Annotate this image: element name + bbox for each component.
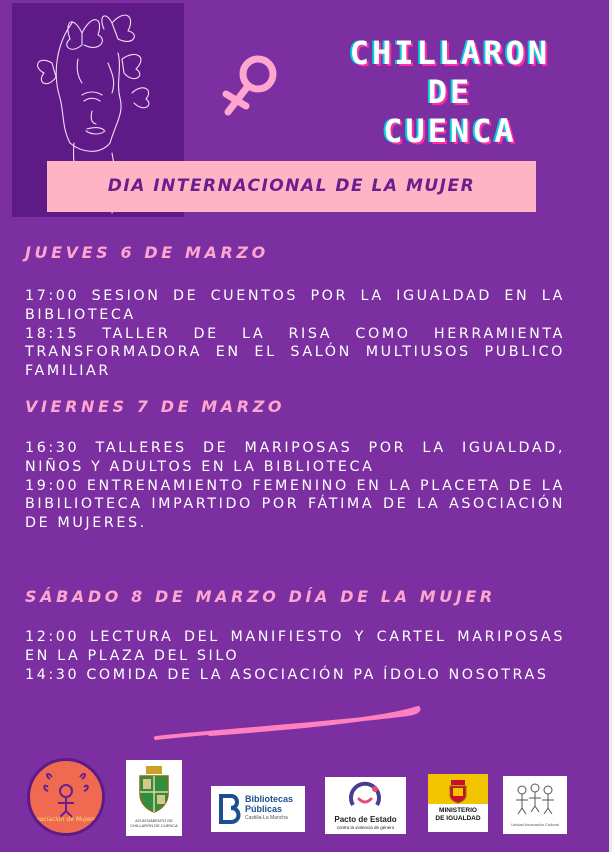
bibliotecas-line-1: Bibliotecas (245, 794, 294, 804)
event-item: 16:30 TALLERES DE MARIPOSAS POR LA IGUALDAD, NIÑOS Y ADULTOS EN LA BIBLIOTECA (25, 440, 565, 475)
ministerio-line-1: MINISTERIO (439, 807, 477, 814)
ayuntamiento-logo (126, 760, 182, 836)
day-title-thursday: JUEVES 6 DE MARZO (25, 243, 269, 262)
pacto-line-1: Pacto de Estado (334, 815, 397, 824)
town-title (300, 34, 600, 151)
association-logo (27, 758, 105, 836)
coat-of-arms-icon (126, 762, 182, 818)
town-line-2: DE (427, 73, 473, 111)
association-logo-text: Asociación de Mujeres (32, 816, 100, 823)
library-book-icon (217, 792, 243, 826)
ministerio-line-2: DE IGUALDAD (435, 815, 481, 822)
town-line-3: CUENCA (383, 112, 517, 150)
ministerio-igualdad-logo (428, 774, 488, 832)
day-title-friday: VIERNES 7 DE MARZO (25, 397, 286, 416)
ayuntamiento-line-2: CHILLARÓN DE CUENCA (130, 823, 178, 828)
town-line-1: CHILLARON (349, 34, 551, 72)
cultural-association-text: Unidad Asociación Cultural (511, 822, 559, 827)
three-figures-icon (510, 782, 560, 818)
bibliotecas-line-2: Públicas (245, 804, 283, 814)
event-item: 17:00 SESION DE CUENTOS POR LA IGUALDAD EN LA BIBLIOTECA (25, 288, 565, 323)
ayuntamiento-line-1: AYUNTAMIENTO DE (135, 818, 173, 823)
sponsor-logos (0, 755, 612, 845)
brush-stroke-icon (150, 700, 430, 746)
pacto-estado-logo (325, 777, 406, 834)
spain-coat-of-arms-icon (447, 778, 469, 804)
cultural-association-logo (503, 776, 567, 834)
female-symbol-icon (218, 50, 288, 122)
event-item: 18:15 TALLER DE LA RISA COMO HERRAMIENTA TRANSFORMADORA EN EL SALÓN MULTIUSOS PUBLICO FAMILIAR (25, 325, 565, 380)
bibliotecas-line-3: Castilla-La Mancha (245, 815, 288, 821)
event-list-friday (25, 439, 565, 533)
event-item: 12:00 LECTURA DEL MANIFIESTO Y CARTEL MARIPOSAS EN LA PLAZA DEL SILO (25, 629, 565, 664)
pacto-emblem-icon (345, 779, 385, 813)
pacto-line-2: contra la violencia de género (336, 825, 395, 830)
event-item: 14:30 COMIDA DE LA ASOCIACIÓN PA ÍDOLO NOSOTRAS (25, 666, 549, 683)
event-list-thursday (25, 287, 565, 381)
event-list-saturday (25, 628, 565, 684)
day-title-saturday: SÁBADO 8 DE MARZO DÍA DE LA MUJER (25, 587, 496, 606)
event-item: 19:00 ENTRENAMIENTO FEMENINO EN LA PLACETA DE LA BIBILIOTECA IMPARTIDO POR FÁTIMA DE LA ASOCIACIÓN DE MUJERES. (25, 477, 565, 532)
bibliotecas-logo (211, 786, 305, 832)
event-banner: DIA INTERNACIONAL DE LA MUJER (47, 161, 536, 212)
